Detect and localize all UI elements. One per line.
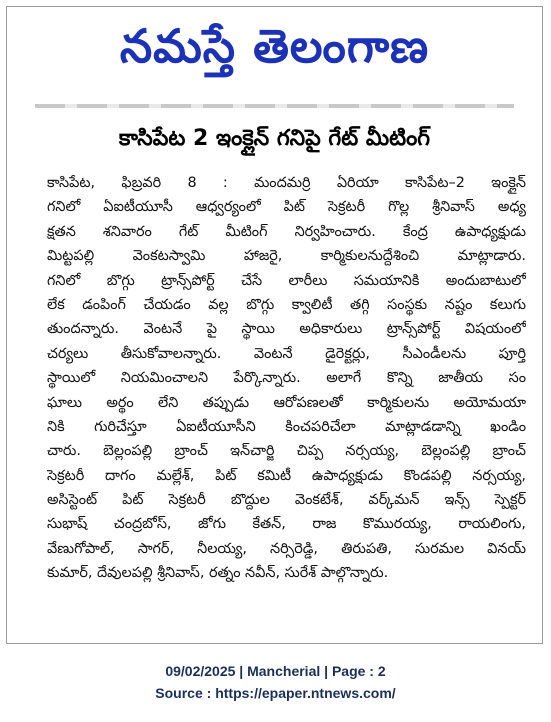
article-line: తుందన్నారు. వెంటనే పై స్థాయి అధికారులు ట్రాన్స్‌పోర్ట్ విషయంలో — [47, 321, 526, 338]
divider — [35, 104, 514, 108]
article-line: వేణుగోపాల్, సాగర్, నీలయ్య, నర్సిరెడ్డి, తిరుపతి, సురమల వినయ్ — [47, 540, 526, 557]
edition-info: 09/02/2025 | Mancherial | Page : 2 — [165, 663, 386, 679]
article-line: సుభాష్ చంద్రబోస్, జోగు కేతన్, రాజ కొమురయ్య, రాయలింగు, — [47, 516, 526, 533]
article-headline: కాసిపేట 2 ఇంక్లైన్ గనిపై గేట్ మీటింగ్ — [118, 126, 431, 151]
article-line: చారు. బెల్లంపల్లి బ్రాంచ్ ఇన్‌చార్జి చిప్ప నర్సయ్య, బెల్లంపల్లి బ్రాంచ్ — [47, 443, 526, 460]
newspaper-logo: నమస్తే తెలంగాణ — [119, 19, 430, 73]
article-line: ఘాలు అర్థం లేని తప్పుడు ఆరోపణలతో కార్మికులను అయోమయా — [47, 394, 526, 411]
article-line: గనిలో బొగ్గు ట్రాన్స్‌పోర్ట్ చేసే లారీలు సమయానికి అందుబాటులో — [47, 272, 526, 289]
article-body — [47, 171, 526, 641]
article-line: సెక్రటరీ దాగం మల్లేశ్, పిట్ కమిటీ ఉపాధ్యక్షుడు కొండపల్లి నర్సయ్య, — [47, 467, 526, 484]
source-link[interactable]: Source : https://epaper.ntnews.com/ — [155, 685, 396, 701]
article-line: నికి గురిచేస్తూ ఏఐటీయూసీని కించపరిచేలా మాట్లాడడాన్ని ఖండిం — [47, 418, 526, 435]
article-line: కుమార్, దేవులపల్లి శ్రీనివాస్, రత్నం నవీన్, సురేశ్ పాల్గొన్నారు. — [47, 565, 389, 582]
article-line: చర్యలు తీసుకోవాలన్నారు. వెంటనే డైరెక్టర్లు, సీఎండీలను పూర్తి — [47, 345, 526, 362]
article-line: క్షతన శనివారం గేట్ మీటింగ్ నిర్వహించారు. కేంద్ర ఉపాధ్యక్షుడు — [47, 223, 526, 240]
article-line: కాసిపేట, ఫిబ్రవరి 8 : మందమర్రి ఏరియా కాసిపేట–2 ఇంక్లైన్ — [47, 175, 526, 191]
article-line: గనిలో ఏఐటీయూసీ ఆధ్వర్యంలో పిట్ సెక్రటరీ గొల్ల శ్రీనివాస్ అధ్య — [47, 199, 526, 216]
clipping-footer — [0, 660, 551, 704]
article-line: అసిస్టెంట్ పిట్ సెక్రటరీ బొద్దుల వెంకటేశ్, వర్క్‌మన్ ఇన్స్ స్పెక్టర్ — [47, 492, 526, 509]
article-line: లేక డంపింగ్ చేయడం వల్ల బొగ్గు క్వాలిటీ తగ్గి సంస్థకు నష్టం కలుగు — [47, 296, 526, 313]
clipping-frame — [6, 6, 543, 644]
article-line: మిట్టపల్లి వెంకటస్వామి హాజరై, కార్మికులనుద్దేశించి మాట్లాడారు. — [47, 248, 526, 265]
article-line: స్థాయిలో నియమించాలని పేర్కొన్నారు. అలాగే కొన్ని జాతీయ సం — [47, 370, 526, 387]
